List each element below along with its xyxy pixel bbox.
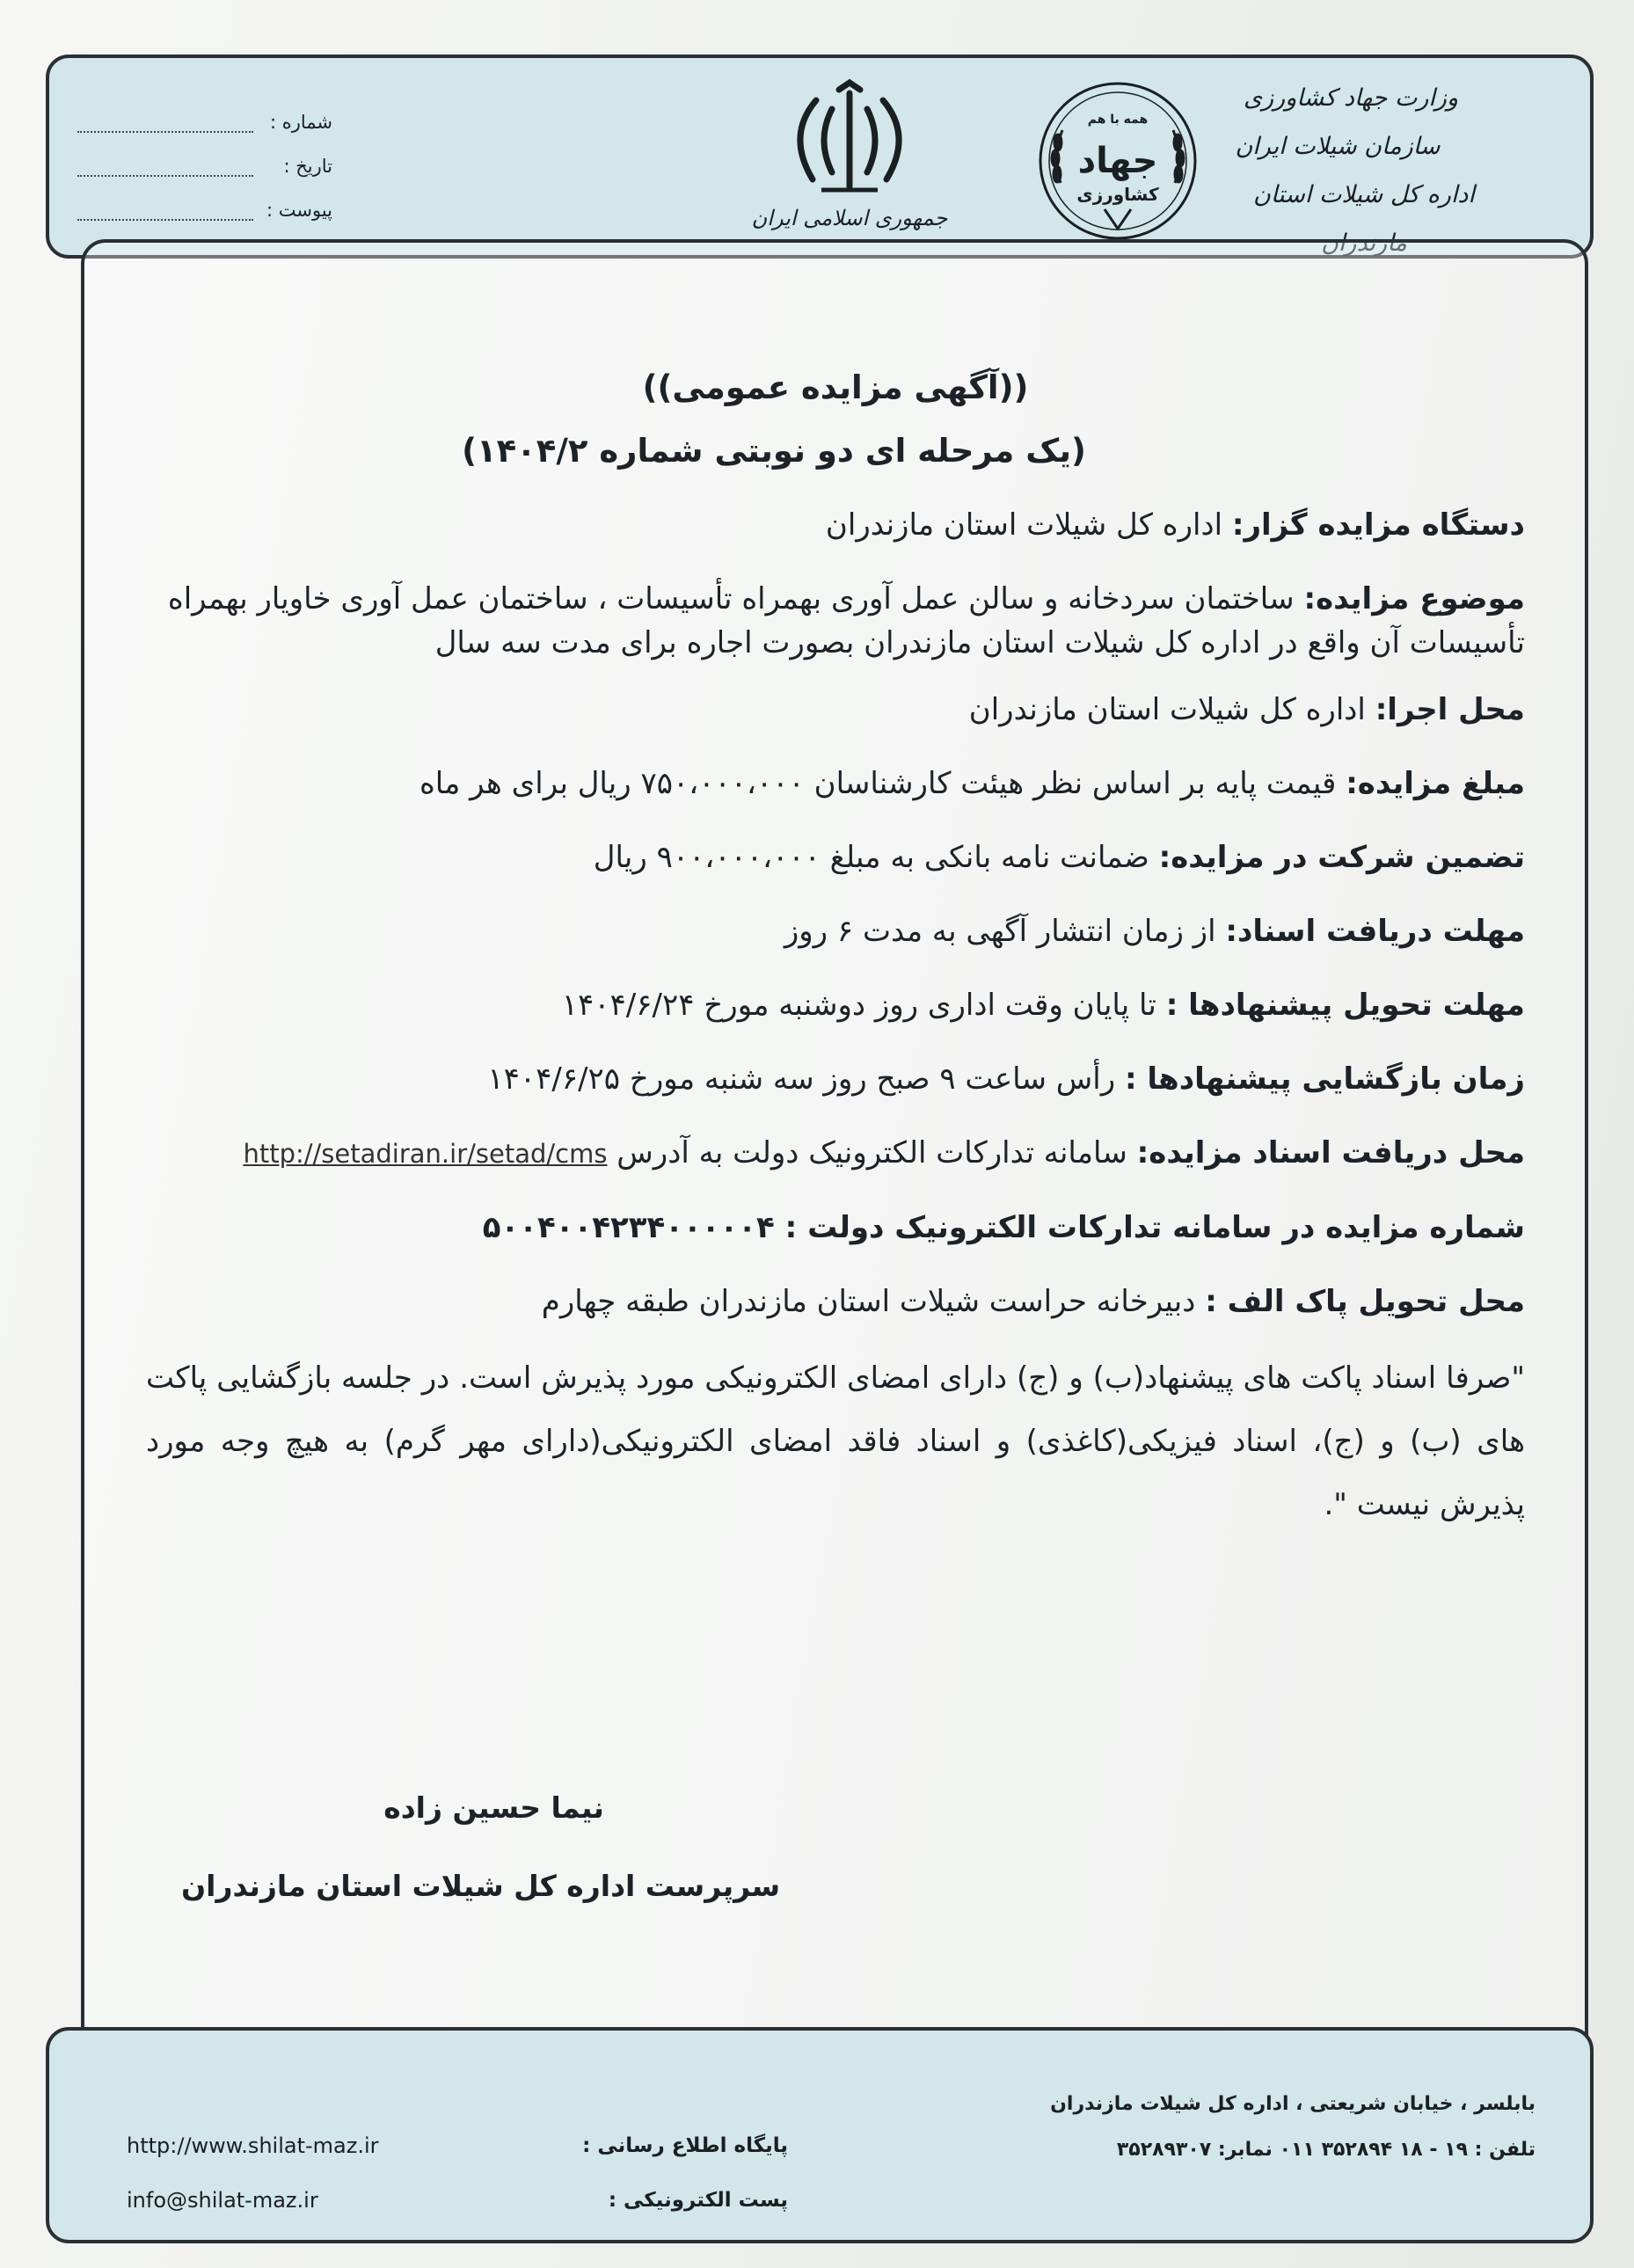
ref-attachment-blank <box>77 198 253 221</box>
notice-content <box>146 366 1525 1536</box>
footer-email-label: پست الکترونیکی : <box>608 2189 788 2212</box>
footer-address: بابلسر ، خیابان شریعتی ، اداره کل شیلات مازندران <box>1050 2093 1536 2115</box>
field-opening-time-label: زمان بازگشایی پیشنهادها : <box>1124 1061 1525 1097</box>
field-documents-place <box>146 1131 1525 1176</box>
ref-number-blank <box>77 110 253 133</box>
field-setad-number <box>146 1206 1525 1250</box>
field-opening-time <box>146 1057 1525 1101</box>
jahad-keshavarzi-logo <box>1034 77 1201 244</box>
letterhead <box>46 55 1594 259</box>
field-location-label: محل اجرا: <box>1375 692 1525 727</box>
ref-attachment-row <box>69 177 332 221</box>
jahad-logo-top-text: همه با هم <box>1087 113 1149 127</box>
field-amount-value: قیمت پایه بر اساس نظر هیئت کارشناسان ۷۵۰،۰۰۰،۰۰۰ ریال برای هر ماه <box>419 766 1346 801</box>
notice-body <box>81 239 1588 2060</box>
field-setad-number-value: ۵۰۰۴۰۰۴۲۳۴۰۰۰۰۰۴ <box>482 1210 785 1245</box>
ref-date-label: تاریخ : <box>283 156 332 177</box>
department-name: اداره کل شیلات استان مازندران <box>1253 181 1475 257</box>
field-guarantee-label: تضمین شرکت در مزایده: <box>1158 840 1525 875</box>
field-documents-place-label: محل دریافت اسناد مزایده: <box>1136 1135 1525 1170</box>
field-amount <box>146 762 1525 806</box>
field-offer-deadline-label: مهلت تحویل پیشنهادها : <box>1165 988 1525 1023</box>
ref-number-label: شماره : <box>269 112 332 133</box>
notice-paragraph: "صرفا اسناد پاکت های پیشنهاد(ب) و (ج) دارای امضای الکترونیکی مورد پذیرش است. در جلسه بازگشایی پاکت های (ب) و (ج)، اسناد فیزیکی(کاغذی) و اسناد فاقد امضای الکترونیکی(دارای مهر گرم) به هیچ وجه مورد پذیرش نیست ". <box>146 1360 1525 1522</box>
footer-values <box>127 2119 379 2228</box>
field-offer-deadline <box>146 983 1525 1027</box>
footer-website-label: پایگاه اطلاع رسانی : <box>582 2134 788 2157</box>
ministry-name: وزارت جهاد کشاورزی <box>1243 84 1458 112</box>
footer-website-link[interactable]: http://www.shilat-maz.ir <box>127 2133 379 2158</box>
iran-emblem-caption: جمهوری اسلامی ایران <box>751 206 948 230</box>
field-delivery-label: محل تحویل پاک الف : <box>1205 1284 1525 1319</box>
organization-name: سازمان شیلات ایران <box>1235 133 1441 160</box>
letter-footer <box>46 2027 1594 2243</box>
ref-date-row <box>69 133 332 177</box>
field-subject-value: ساختمان سردخانه و سالن عمل آوری بهمراه تأسیسات ، ساختمان عمل آوری خاویار بهمراه تأسیسات آن واقع در اداره کل شیلات استان مازندران بصورت اجاره برای مدت سه سال <box>167 581 1525 660</box>
field-delivery-value: دبیرخانه حراست شیلات استان مازندران طبقه چهارم <box>541 1284 1206 1319</box>
organization-block <box>1184 74 1518 267</box>
field-setad-number-label: شماره مزایده در سامانه تدارکات الکترونیک دولت : <box>784 1210 1525 1245</box>
field-offer-deadline-value: تا پایان وقت اداری روز دوشنبه مورخ ۱۴۰۴/۶/۲۴ <box>561 988 1166 1023</box>
notice-subtitle: (یک مرحله ای دو نوبتی شماره ۱۴۰۴/۲) <box>462 432 1086 470</box>
field-doc-deadline-label: مهلت دریافت اسناد: <box>1225 914 1525 949</box>
footer-email-link[interactable]: info@shilat-maz.ir <box>127 2188 318 2213</box>
ref-date-blank <box>77 154 253 177</box>
field-doc-deadline <box>146 909 1525 953</box>
field-organizer-value: اداره کل شیلات استان مازندران <box>825 507 1232 543</box>
signature-block <box>181 1790 780 1903</box>
field-amount-label: مبلغ مزایده: <box>1346 766 1525 801</box>
field-delivery <box>146 1280 1525 1324</box>
field-organizer <box>146 503 1525 547</box>
notice-subtitle-row <box>146 429 1525 473</box>
field-guarantee-value: ضمانت نامه بانکی به مبلغ ۹۰۰،۰۰۰،۰۰۰ ریال <box>593 840 1159 875</box>
field-subject <box>146 577 1525 665</box>
field-subject-label: موضوع مزایده: <box>1303 581 1525 616</box>
ref-number-row <box>69 89 332 133</box>
notice-title: ((آگهی مزایده عمومی)) <box>642 368 1029 406</box>
jahad-logo-bottom-text: کشاورزی <box>1076 184 1159 205</box>
setad-link[interactable]: http://setadiran.ir/setad/cms <box>243 1139 608 1169</box>
field-location <box>146 688 1525 732</box>
signatory-title: سرپرست اداره کل شیلات استان مازندران <box>181 1869 781 1903</box>
field-documents-place-value: سامانه تدارکات الکترونیک دولت به آدرس <box>616 1135 1137 1170</box>
iran-emblem-icon <box>735 74 964 206</box>
signatory-name: نیما حسین زاده <box>383 1790 604 1825</box>
footer-phone: تلفن : ۱۹ - ۱۸ ۳۵۲۸۹۴ ۰۱۱ نمابر: ۳۵۲۸۹۳۰۷ <box>1116 2139 1536 2161</box>
field-doc-deadline-value: از زمان انتشار آگهی به مدت ۶ روز <box>784 914 1226 949</box>
jahad-logo-main-text: جهاد <box>1077 141 1158 181</box>
field-guarantee <box>146 835 1525 879</box>
ref-attachment-label: پیوست : <box>266 200 332 221</box>
reference-fields <box>69 89 332 221</box>
field-organizer-label: دستگاه مزایده گزار: <box>1231 507 1525 543</box>
footer-address-block <box>1050 2082 1536 2173</box>
iran-emblem <box>735 74 964 250</box>
field-location-value: اداره کل شیلات استان مازندران <box>968 692 1375 727</box>
field-opening-time-value: رأس ساعت ۹ صبح روز سه شنبه مورخ ۱۴۰۴/۶/۲۵ <box>487 1061 1125 1097</box>
footer-labels <box>507 2119 788 2228</box>
